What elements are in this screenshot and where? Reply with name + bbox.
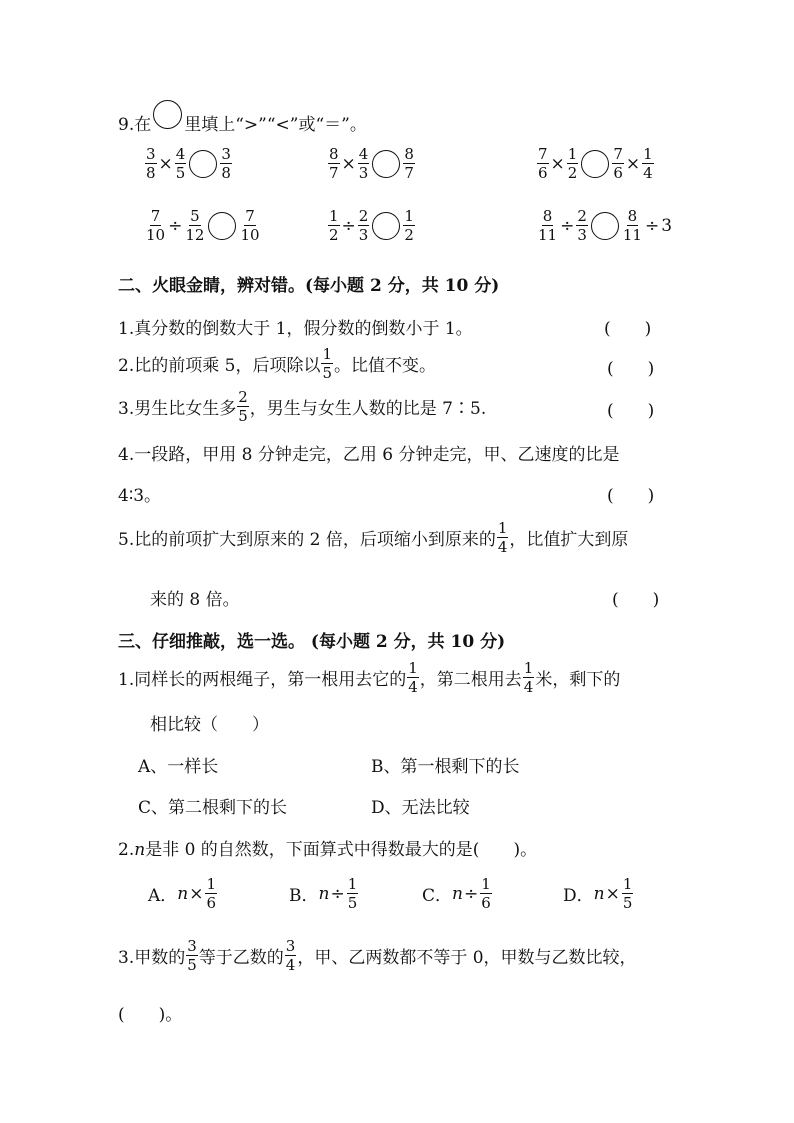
- option-d[interactable]: D、无法比较: [371, 798, 470, 818]
- q2-option-d[interactable]: D． n × $\frac{1}{5}$: [563, 875, 633, 912]
- compare-circle[interactable]: [208, 212, 236, 240]
- compare-circle[interactable]: [372, 212, 400, 240]
- q9-expr-3: $\frac{7}{6}$ × $\frac{1}{2}$ $\frac{7}{6}$ × $\frac{1}{4}$: [538, 145, 653, 182]
- s2-item-5-cont: 来的 8 倍。: [150, 590, 240, 610]
- answer-paren[interactable]: ( ): [604, 319, 652, 339]
- s2-item-5: 5.比的前项扩大到原来的 2 倍，后项缩小到原来的 $\frac{1}{4}$ ，比值扩大到原: [118, 519, 629, 556]
- s2-item-4-cont: 4∶3。: [118, 486, 162, 506]
- q2-option-b[interactable]: B． n ÷ $\frac{1}{5}$: [289, 875, 358, 912]
- compare-circle[interactable]: [591, 212, 619, 240]
- compare-circle[interactable]: [581, 150, 609, 178]
- s2-item-4: 4.一段路，甲用 8 分钟走完，乙用 6 分钟走完，甲、乙速度的比是: [118, 445, 620, 465]
- q2-option-a[interactable]: A． n × $\frac{1}{6}$: [148, 875, 217, 912]
- option-a[interactable]: A、一样长: [138, 757, 219, 777]
- answer-paren[interactable]: ( ): [607, 359, 655, 379]
- q9-expr-6: $\frac{8}{11}$ ÷ $\frac{2}{3}$ $\frac{8}{11}$ ÷ 3: [538, 207, 673, 244]
- q9-expr-5: $\frac{1}{2}$ ÷ $\frac{2}{3}$ $\frac{1}{2}$: [329, 207, 414, 244]
- answer-paren[interactable]: ( ): [612, 590, 660, 610]
- answer-paren[interactable]: ( ): [607, 401, 655, 421]
- s2-item-3: 3.男生比女生多 $\frac{2}{5}$ ，男生与女生人数的比是 7∶5.: [118, 388, 487, 425]
- s3-q1-cont: 相比较（ ）: [150, 715, 269, 735]
- q2-option-c[interactable]: C． n ÷ $\frac{1}{6}$: [422, 875, 491, 912]
- q9-expr-4: $\frac{7}{10}$ ÷ $\frac{5}{12}$ $\frac{7}{10}$: [146, 207, 260, 244]
- q9-expr-2: $\frac{8}{7}$ × $\frac{4}{3}$ $\frac{8}{7}$: [329, 145, 414, 182]
- compare-circle[interactable]: [372, 150, 400, 178]
- option-c[interactable]: C、第二根剩下的长: [138, 798, 288, 818]
- answer-paren[interactable]: ( ): [607, 486, 655, 506]
- blank-circle[interactable]: [153, 100, 182, 129]
- s3-q3-stem: 3.甲数的 $\frac{3}{5}$ 等于乙数的 $\frac{3}{4}$ ，甲、乙两数都不等于 0，甲数与乙数比较，: [118, 937, 637, 974]
- s3-q1-stem: 1.同样长的两根绳子，第一根用去它的 $\frac{1}{4}$ ，第二根用去 $\frac{1}{4}$ 米，剩下的: [118, 659, 621, 696]
- s2-item-2: 2.比的前项乘 5，后项除以 $\frac{1}{5}$ 。比值不变。: [118, 345, 436, 382]
- s3-q2-stem: 2.n是非 0 的自然数，下面算式中得数最大的是( )。: [118, 840, 538, 860]
- s2-item-1: 1.真分数的倒数大于 1，假分数的倒数小于 1。: [118, 319, 473, 339]
- option-b[interactable]: B、第一根剩下的长: [371, 757, 520, 777]
- q9-expr-1: $\frac{3}{8}$ × $\frac{4}{5}$ $\frac{3}{8}$: [146, 145, 231, 182]
- compare-circle[interactable]: [189, 150, 217, 178]
- q9-stem: 9.在 里填上“>”“<”或“＝”。: [118, 108, 367, 137]
- s3-q3-answer[interactable]: ( )。: [118, 1005, 183, 1025]
- section2-title: 二、火眼金睛，辨对错。(每小题 2 分，共 10 分): [118, 276, 500, 296]
- section3-title: 三、仔细推敲，选一选。 (每小题 2 分，共 10 分): [118, 632, 506, 652]
